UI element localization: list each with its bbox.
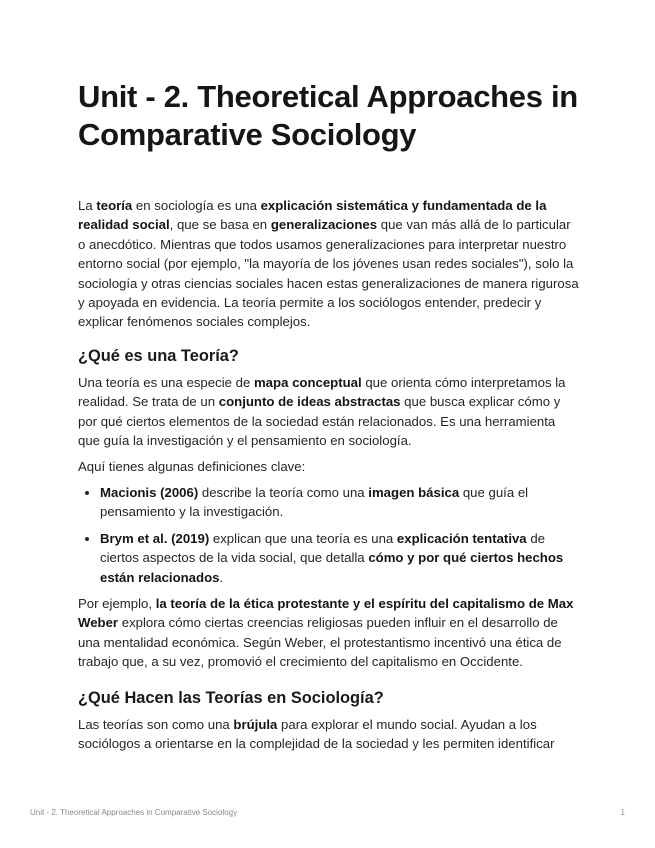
list-item <box>100 529 580 587</box>
section-heading-que-hacen-teorias: ¿Qué Hacen las Teorías en Sociología? <box>78 688 384 707</box>
paragraph-text: Una teoría es una especie de <box>78 374 254 390</box>
intro-text: , que se basa en <box>169 217 271 233</box>
bold-term: explicación tentativa <box>396 530 527 546</box>
intro-text: La <box>78 198 97 213</box>
intro-paragraph <box>78 196 580 332</box>
intro-bold-term: generalizaciones <box>270 217 378 233</box>
author-citation: Macionis (2006) <box>100 484 199 500</box>
bold-term: conjunto de ideas abstractas <box>218 394 401 410</box>
paragraph-text: que busca explicar cómo y por qué ciertos elementos de la sociedad están relacionados. Es una herramienta que guía la investigación y el pensamiento en sociología. <box>78 394 561 449</box>
intro-bold-term: teoría <box>96 198 133 213</box>
bold-term: imagen básica <box>368 484 460 500</box>
document-page <box>78 78 580 753</box>
list-text: . <box>219 569 224 585</box>
paragraph-text: que orienta cómo interpretamos la realidad. Se trata de un <box>78 374 566 410</box>
bold-term: mapa conceptual <box>253 374 362 390</box>
intro-text: que van más allá de lo particular o anecdótico. Mientras que todos usamos generalizaciones para interpretar nuestro entorno social (por ejemplo, "la mayoría de los jóvenes usan redes sociales"), solo la sociología y otras ciencias sociales hacen estas generalizaciones de manera rigurosa y apoyada en evidencia. La teoría permite a los sociólogos entender, predecir y explicar fenómenos sociales complejos. <box>78 217 579 330</box>
section-heading-que-es-teoria: ¿Qué es una Teoría? <box>78 346 239 365</box>
intro-bold-term: explicación sistemática y fundamentada de la realidad social <box>78 198 547 233</box>
page-footer <box>30 808 625 817</box>
bold-term: brújula <box>233 716 278 732</box>
paragraph-text: Por ejemplo, <box>78 595 156 611</box>
page-number: 1 <box>620 808 625 817</box>
page-title: Unit - 2. Theoretical Approaches in Comparative Sociology <box>78 79 578 152</box>
list-text: de ciertos aspectos de la vida social, que detalla <box>100 530 545 566</box>
definitions-list <box>78 483 580 587</box>
list-text: explican que una teoría es una <box>209 530 397 546</box>
intro-text: en sociología es una <box>132 198 261 213</box>
paragraph-text: para explorar el mundo social. Ayudan a los sociólogos a orientarse en la complejidad de la sociedad y les permiten identificar <box>78 716 555 751</box>
section1-paragraph-3 <box>78 594 580 672</box>
paragraph-text: Las teorías son como una <box>78 716 234 732</box>
bold-term: la teoría de la ética protestante y el espíritu del capitalismo de Max Weber <box>78 595 574 631</box>
list-text: que guía el pensamiento y la investigación. <box>100 484 529 520</box>
section1-paragraph-2: Aquí tienes algunas definiciones clave: <box>78 459 306 475</box>
author-citation: Brym et al. (2019) <box>100 530 210 546</box>
footer-running-title: Unit - 2. Theoretical Approaches in Comparative Sociology <box>30 808 238 817</box>
section2-paragraph-1 <box>78 715 580 754</box>
paragraph-text: explora cómo ciertas creencias religiosas pueden influir en el desarrollo de una mentalidad económica. Según Weber, el protestantismo incentivó una ética de trabajo que, a su vez, promovió el crecimiento del capitalismo en Occidente. <box>78 615 562 670</box>
list-item <box>100 483 580 522</box>
bold-term: cómo y por qué ciertos hechos están relacionados <box>100 550 564 585</box>
list-text: describe la teoría como una <box>198 484 369 500</box>
section1-paragraph-1 <box>78 373 580 451</box>
